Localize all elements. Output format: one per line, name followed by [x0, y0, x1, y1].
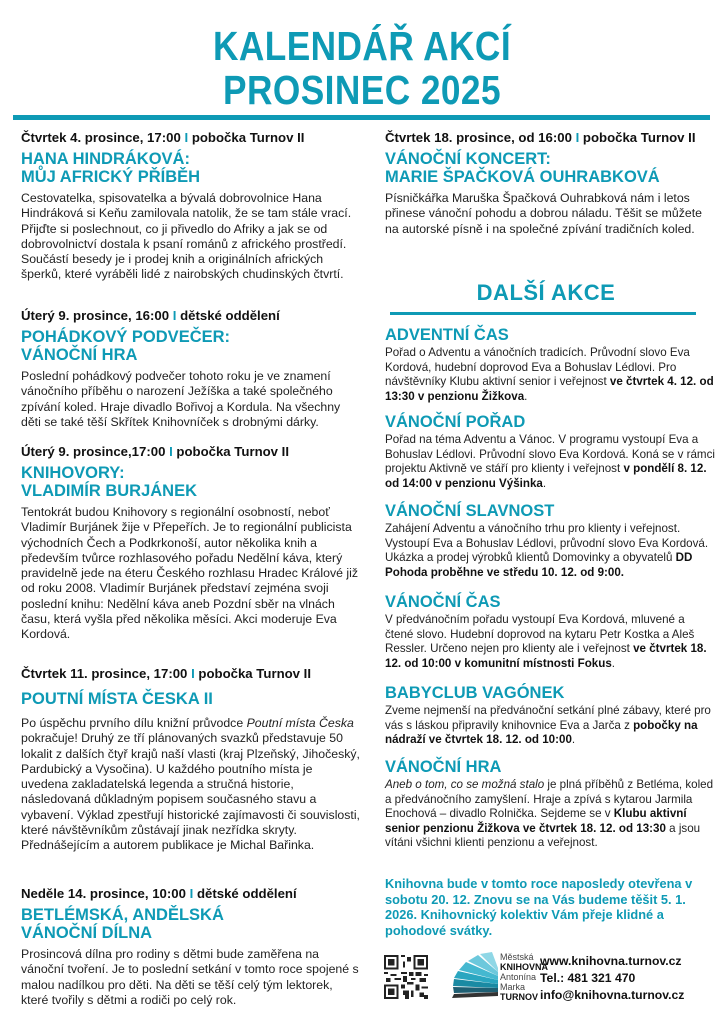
- event-description: Poslední pohádkový podvečer tohoto roku je ve znamení vánočního příběhu o narození Ježíška a také společného zpívání koled. Hraje divadlo Bořivoj a Kordula. Na všechny děti se také těší Skřítek Knihovníček s drobnými dárky.: [21, 369, 341, 429]
- desc-text: V předvánočním pořadu vystoupí Eva Kordová, mluvené a čtené slovo. Hudební doprovod na kytaru Petr Kostka a Aleš Ressler. Určeno nejen pro klienty ale i veřejnost: [385, 613, 695, 656]
- event-title-line: VÁNOČNÍ DÍLNA: [21, 924, 153, 942]
- desc-text: pokračuje! Druhý ze tří plánovaných svazků představuje 50 lokalit z dalších čtyř krajů naší vlasti (kraj Plzeňský, Jihočeský, Pardubický a Vysočina). U každého poutního místa je uvedena zakladatelská legenda a stručná historie, následovaná důkladným popisem současného stavu a vybavení. Výklad zpestřují historické zajímavosti či souvislosti, které návštěvníkům zůstávají jinak nezřídka skryty. Přednášejícím a autorem publikace je Michal Bařinka.: [21, 731, 360, 853]
- other-event-item: [385, 758, 715, 851]
- desc-text: je plná příběhů z Betléma, koled a předvánočního zamyšlení. Hraje a zpívá s kytarou Jarmila Enochová – divadlo Rolnička. Sejdeme se v: [385, 778, 714, 821]
- other-event-item: [385, 684, 715, 748]
- email-link[interactable]: info@knihovna.turnov.cz: [540, 988, 685, 1002]
- desc-text: .: [542, 476, 547, 490]
- event-title-line: MARIE ŠPAČKOVÁ OUHRABKOVÁ: [385, 168, 660, 186]
- separator: I: [169, 444, 173, 459]
- other-event-item: [385, 413, 715, 491]
- event-date: Čtvrtek 11. prosince, 17:00: [21, 666, 188, 681]
- event-description: [21, 716, 361, 854]
- desc-text: Po úspěchu prvního dílu knižní průvodce: [21, 716, 247, 730]
- other-event-description: [385, 433, 715, 491]
- event-title-line: HANA HINDRÁKOVÁ:: [21, 150, 190, 168]
- contact-info: [540, 953, 684, 1004]
- closing-note: Knihovna bude v tomto roce naposledy otevřena v sobotu 20. 12. Znovu se na Vás budeme těšit 5. 1. 2026. Knihovnický kolektiv Vám přeje klidné a pohodové svátky.: [385, 876, 693, 938]
- event-place: pobočka Turnov II: [191, 130, 305, 145]
- logo-line: Městská: [500, 952, 534, 962]
- event-place: pobočka Turnov II: [176, 444, 290, 459]
- desc-highlight: Klubu aktivní senior penzionu Žižkova ve čtvrtek 18. 12. od 13:30: [385, 807, 687, 835]
- event-description: Cestovatelka, spisovatelka a bývalá dobrovolnice Hana Hindráková si Keňu zamilovala natolik, že se tam stále vrací. Přijďte si poslechnout, co ji přivedlo do Afriky a jak se od dobrovolnictví dostala k psaní románů z afrického prostředí. Součástí besedy je i prodej knih a originálních afrických šperků, které vyráběli lidé z nairobských chudinských čtvrtí.: [21, 191, 352, 282]
- event-item: [21, 130, 361, 283]
- desc-highlight: pobočky na nádraží ve čtvrtek 18. 12. od 10:00: [385, 718, 698, 747]
- desc-highlight: DD Pohoda proběhne ve středu 10. 12. od 9:00.: [385, 551, 693, 579]
- header-divider: [13, 115, 710, 120]
- event-item: [21, 444, 361, 643]
- logo-line: TURNOV: [500, 992, 538, 1002]
- separator: I: [575, 130, 580, 145]
- event-when: [21, 444, 361, 460]
- other-event-item: [385, 326, 715, 404]
- desc-text: .: [571, 733, 576, 747]
- event-title-line: MŮJ AFRICKÝ PŘÍBĚH: [21, 168, 201, 186]
- event-when: [385, 130, 707, 146]
- other-event-title: VÁNOČNÍ ČAS: [385, 593, 501, 611]
- desc-text: Zahájení Adventu a vánočního trhu pro klienty i veřejnost. Vystoupí Eva a Bohuslav Lédlovi, průvodní slovo Eva Kordová. Ukázka a prodej výrobků klientů Domovinky a obyvatelů: [385, 522, 709, 565]
- separator: I: [172, 308, 177, 323]
- desc-highlight: v pondělí 8. 12. od 14:00 v penzionu Výšinka: [385, 462, 707, 490]
- desc-highlight: ve čtvrtek 4. 12. od 13:30 v penzionu Žižkova: [385, 375, 714, 403]
- event-date: Čtvrtek 4. prosince, 17:00: [21, 130, 181, 145]
- event-title: [21, 690, 361, 708]
- other-event-description: [385, 778, 715, 851]
- event-place: pobočka Turnov II: [582, 130, 696, 145]
- play-title: Aneb o tom, co se možná stalo: [385, 778, 545, 791]
- other-event-title: VÁNOČNÍ POŘAD: [385, 413, 526, 431]
- other-event-description: [385, 704, 715, 748]
- logo-line: KNIHOVNA: [500, 962, 549, 972]
- footer: [384, 952, 714, 1004]
- event-title: [385, 150, 707, 186]
- desc-highlight: ve čtvrtek 18. 12. od 10:00 v komunitní místnosti Fokus: [385, 642, 707, 670]
- desc-text: a jsou vítáni všichni klienti penzionu a veřejnost.: [385, 821, 701, 850]
- event-description: Tentokrát budou Knihovory s regionální osobností, neboť Vladimír Burjánek žije v Přepeřích. Je to regionální publicista východních Čech a Podkrkonoší, autor několika knih a především tvůrce rozhlasového pořadu Nedělní káva, který pravidelně jede na éteru Českého rozhlasu Hradec Králové již od roku 2008. Vladimír Burjánek představí zejména svoji poslední knihu: Nedělní káva aneb Pozdní sběr na vlnách času, která vyšla před několika měsíci. Akci moderuje Eva Kordová.: [21, 505, 358, 642]
- other-event-title: ADVENTNÍ ČAS: [385, 326, 509, 344]
- event-item: [21, 308, 361, 430]
- logo-line: Marka: [500, 982, 526, 992]
- other-event-item: [385, 593, 715, 671]
- event-title: [21, 906, 361, 942]
- event-title-line: KNIHOVORY:: [21, 464, 125, 482]
- other-event-description: [385, 613, 715, 671]
- event-when: [21, 130, 361, 146]
- qr-code-icon[interactable]: [384, 955, 428, 999]
- event-title: [21, 150, 361, 186]
- other-event-title: BABYCLUB VAGÓNEK: [385, 684, 565, 702]
- event-place: dětské oddělení: [180, 308, 280, 323]
- separator: I: [189, 886, 194, 901]
- event-title: [21, 328, 361, 364]
- desc-text: .: [611, 656, 616, 670]
- event-description: Písničkářka Maruška Špačková Ouhrabková nám i letos přinese vánoční pohodu a dobrou náladu. Těšit se můžete na autorské písně i na společné zpívání tradičních koled.: [385, 191, 702, 236]
- event-title-line: VÁNOČNÍ KONCERT:: [385, 150, 551, 168]
- other-event-item: [385, 502, 715, 580]
- event-date: Úterý 9. prosince,17:00: [21, 444, 166, 459]
- event-place: pobočka Turnov II: [198, 666, 312, 681]
- other-event-description: [385, 522, 715, 580]
- page-title-line-2: PROSINEC 2025: [223, 67, 501, 113]
- event-title-line: VÁNOČNÍ HRA: [21, 346, 138, 364]
- event-date: Úterý 9. prosince, 16:00: [21, 308, 170, 323]
- book-title: Poutní místa Česka: [246, 716, 354, 730]
- event-item: [21, 666, 361, 854]
- event-when: [21, 308, 361, 324]
- event-date: Neděle 14. prosince, 10:00: [21, 886, 186, 901]
- phone-number[interactable]: Tel.: 481 321 470: [540, 971, 636, 985]
- desc-text: Pořad o Adventu a vánočních tradicích. Průvodní slovo Eva Kordová, hudební doprovod Eva a Bohuslav Lédlovi. Pro návštěvníky Klubu aktivní senior i veřejnost: [385, 346, 690, 389]
- other-event-title: VÁNOČNÍ SLAVNOST: [385, 502, 555, 520]
- event-title-line: VLADIMÍR BURJÁNEK: [21, 482, 198, 500]
- event-item: [21, 886, 361, 1008]
- event-title-line: POHÁDKOVÝ PODVEČER:: [21, 328, 231, 346]
- event-date: Čtvrtek 18. prosince, od 16:00: [385, 130, 572, 145]
- event-when: [21, 666, 361, 682]
- event-when: [21, 886, 361, 902]
- book-fan-icon: [448, 952, 500, 1004]
- event-place: dětské oddělení: [196, 886, 297, 901]
- page-title-line-1: KALENDÁŘ AKCÍ: [212, 23, 512, 69]
- desc-text: Zveme nejmenší na předvánoční setkání plné zábavy, které pro vás s láskou připravily knihovnice Eva a Jarča z: [385, 704, 711, 732]
- logo-line: Antonína: [500, 972, 537, 982]
- event-title-line: BETLÉMSKÁ, ANDĚLSKÁ: [21, 906, 224, 924]
- other-event-description: [385, 346, 715, 404]
- section-divider: [390, 312, 696, 315]
- event-description: Prosincová dílna pro rodiny s dětmi bude zaměřena na vánoční tvoření. Je to poslední setkání v tomto roce spojené s malou nadílkou pro děti. Na děti se těší celý tým lektorek, které tvořily s dětmi a rodiči po celý rok.: [21, 947, 359, 1007]
- page-title: [51, 24, 674, 112]
- website-link[interactable]: www.knihovna.turnov.cz: [540, 954, 682, 968]
- separator: I: [191, 666, 195, 681]
- library-logo: [448, 952, 548, 1004]
- separator: I: [184, 130, 189, 145]
- desc-text: Pořad na téma Adventu a Vánoc. V programu vystoupí Eva a Bohuslav Lédlovi. Průvodní slovo Eva Kordová. Koná se v rámci projektu Aktivně ve stáří pro klienty i veřejnost: [385, 433, 715, 476]
- other-events-heading: DALŠÍ AKCE: [476, 280, 616, 305]
- other-event-title: VÁNOČNÍ HRA: [385, 758, 502, 776]
- event-item: [385, 130, 707, 237]
- event-title: [21, 464, 361, 500]
- desc-text: .: [524, 389, 528, 403]
- event-title-line: POUTNÍ MÍSTA ČESKA II: [21, 690, 213, 708]
